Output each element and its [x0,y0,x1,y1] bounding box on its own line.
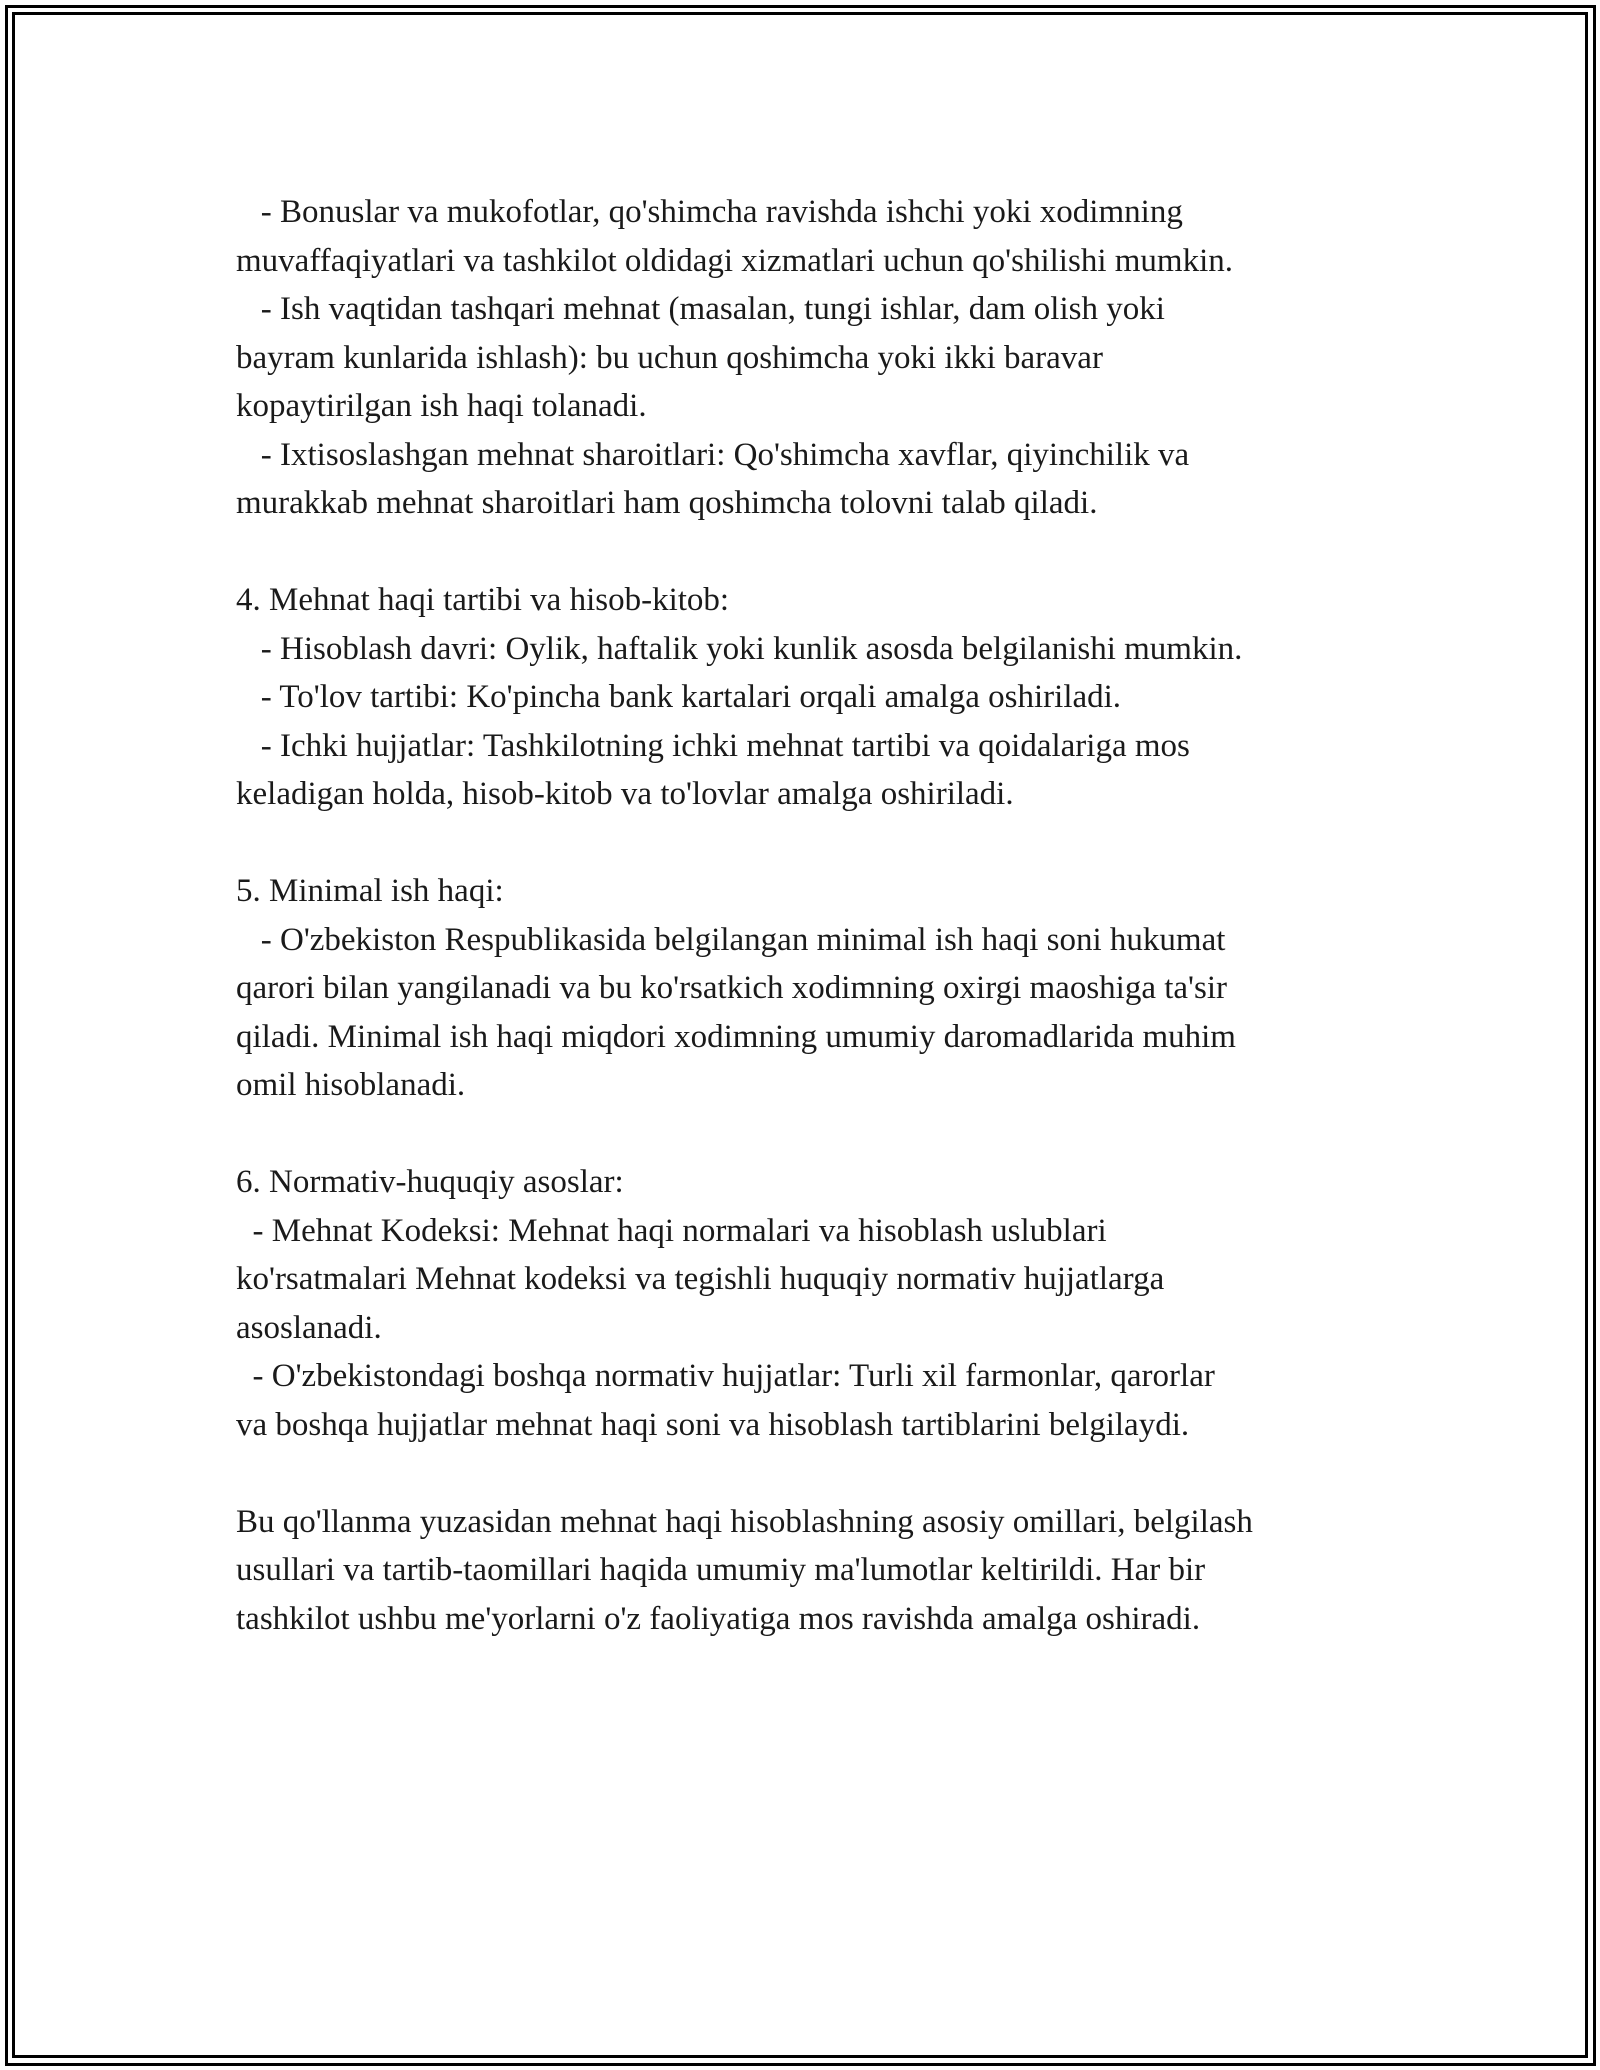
section-6 [236,1158,1376,1449]
list-item-continuation: va boshqa hujjatlar mehnat haqi soni va hisoblash tartiblarini belgilaydi. [236,1406,1190,1443]
paragraph-gap [236,528,1376,577]
list-item-continuation: ko'rsatmalari Mehnat kodeksi va tegishli huquqiy normativ hujjatlarga [236,1261,1165,1297]
paragraph-gap [236,1449,1376,1498]
overtime-item [236,285,1376,431]
section-heading: 6. Normativ-huquqiy asoslar: [236,1164,624,1200]
text-line: tashkilot ushbu me'yorlarni o'z faoliyatiga mos ravishda amalga oshiradi. [236,1600,1201,1637]
list-item-continuation: asoslanadi. [236,1309,382,1346]
section-4 [236,576,1376,819]
text-line: - Ish vaqtidan tashqari mehnat (masalan, tungi ishlar, dam olish yoki [236,291,1165,327]
list-item-continuation: qiladi. Minimal ish haqi miqdori xodimning umumiy daromadlarida muhim [236,1018,1236,1055]
list-item-continuation: qarori bilan yangilanadi va bu ko'rsatkich xodimning oxirgi maoshiga ta'sir [236,970,1227,1006]
text-line: Bu qo'llanma yuzasidan mehnat haqi hisoblashning asosiy omillari, belgilash [236,1503,1253,1540]
list-item-continuation: keladigan holda, hisob-kitob va to'lovlar amalga oshiriladi. [236,776,1014,812]
list-item: - Mehnat Kodeksi: Mehnat haqi normalari va hisoblash uslublari [236,1212,1107,1249]
paragraph-gap [236,819,1376,868]
document-body [236,188,1376,1643]
section-heading: 4. Mehnat haqi tartibi va hisob-kitob: [236,582,730,618]
section-heading: 5. Minimal ish haqi: [236,873,504,909]
section-5 [236,867,1376,1110]
text-line: murakkab mehnat sharoitlari ham qoshimcha tolovni talab qiladi. [236,485,1098,521]
text-line: - Ixtisoslashgan mehnat sharoitlari: Qo'shimcha xavflar, qiyinchilik va [236,436,1190,473]
list-item: - O'zbekiston Respublikasida belgilangan minimal ish haqi soni hukumat [236,921,1226,958]
paragraph-gap [236,1110,1376,1159]
list-item: - To'lov tartibi: Ko'pincha bank kartalari orqali amalga oshiriladi. [236,679,1122,715]
text-line: bayram kunlarida ishlash): bu uchun qoshimcha yoki ikki baravar [236,339,1103,376]
list-item: - Hisoblash davri: Oylik, haftalik yoki kunlik asosda belgilanishi mumkin. [236,630,1243,667]
list-item-continuation: omil hisoblanadi. [236,1067,466,1103]
list-item: - O'zbekistondagi boshqa normativ hujjatlar: Turli xil farmonlar, qarorlar [236,1358,1215,1394]
special-conditions-item [236,431,1376,528]
text-line: muvaffaqiyatlari va tashkilot oldidagi xizmatlari uchun qo'shilishi mumkin. [236,242,1233,279]
list-item: - Ichki hujjatlar: Tashkilotning ichki mehnat tartibi va qoidalariga mos [236,727,1190,764]
text-line: - Bonuslar va mukofotlar, qo'shimcha ravishda ishchi yoki xodimning [236,194,1183,230]
bonus-item [236,188,1376,285]
conclusion-paragraph [236,1498,1376,1644]
text-line: kopaytirilgan ish haqi tolanadi. [236,388,647,424]
text-line: usullari va tartib-taomillari haqida umumiy ma'lumotlar keltirildi. Har bir [236,1552,1206,1588]
